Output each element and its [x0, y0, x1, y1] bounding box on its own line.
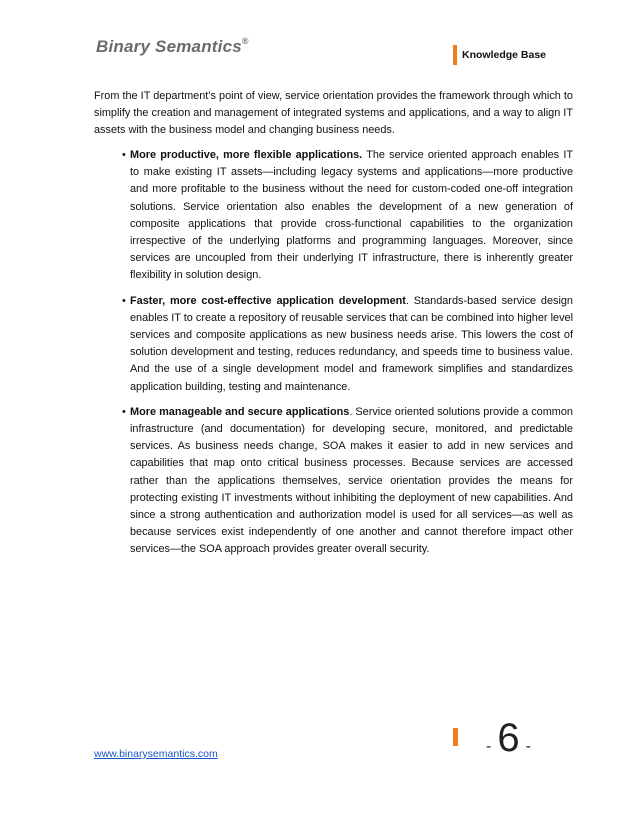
section-label: Knowledge Base — [462, 49, 547, 61]
list-item-title: More manageable and secure applications — [130, 405, 350, 418]
list-item-title: Faster, more cost-effective application development — [130, 294, 406, 307]
page-number-value: 6 — [497, 716, 520, 760]
list-item — [122, 293, 573, 396]
list-item-body: The service oriented approach enables IT to make existing IT assets—including legacy systems and applications—more productive and more profitable to the business without the need for custom-coded one-off integration solutions. Service orientation also enables the development of a new generation of composite applications that provide cross-functional capabilities to the organization irrespective of the underlying platforms and programming languages. Moreover, since services are uncoupled from their underlying IT infrastructure, there is inherently greater flexibility in solution design. — [130, 149, 573, 282]
benefits-list — [122, 147, 573, 567]
section-header — [453, 45, 546, 65]
list-item-title: More productive, more flexible applications. — [130, 149, 363, 161]
intro-paragraph: From the IT department’s point of view, service orientation provides the framework through which to simplify the creation and management of integrated systems and applications, and a way to align IT assets with the business model and changing business needs. — [94, 90, 573, 137]
accent-bar-icon — [453, 45, 457, 65]
bullet-icon: • — [122, 149, 126, 161]
website-link[interactable]: www.binarysemantics.com — [94, 748, 218, 760]
logo-text: Binary Semantics — [96, 37, 242, 56]
list-item-body: . Service oriented solutions provide a common infrastructure (and documentation) for developing secure, monitored, and predictable services. As business needs change, SOA makes it easier to add in new services and capabilities that map onto critical business processes. Because services are accessed rather than the applications themselves, service orientation provides the means for protecting existing IT investments without inhibiting the deployment of new capabilities. And since a strong authentication and authorization model is used for all services—as well as because services exist independently of one another and cannot therefore impact other services—the SOA approach provides greater overall security. — [130, 405, 573, 556]
list-item — [122, 404, 573, 559]
company-logo — [96, 36, 249, 57]
page-dash-right: - — [525, 738, 531, 755]
page-number — [480, 716, 537, 761]
page-dash-left: - — [486, 738, 492, 755]
footer-accent-bar-icon — [453, 728, 458, 746]
list-item-body: . Standards-based service design enables IT to create a repository of reusable services that can be combined into higher level services and composite applications as new business needs arise. This lowers the cost of solution development and testing, reduces redundancy, and speeds time to business value. And the use of a single development model and framework simplifies and standardizes application building, testing and maintenance. — [130, 294, 573, 393]
bullet-icon: • — [122, 405, 126, 418]
list-item — [122, 147, 573, 285]
bullet-icon: • — [122, 294, 126, 307]
registered-mark: ® — [241, 36, 249, 46]
